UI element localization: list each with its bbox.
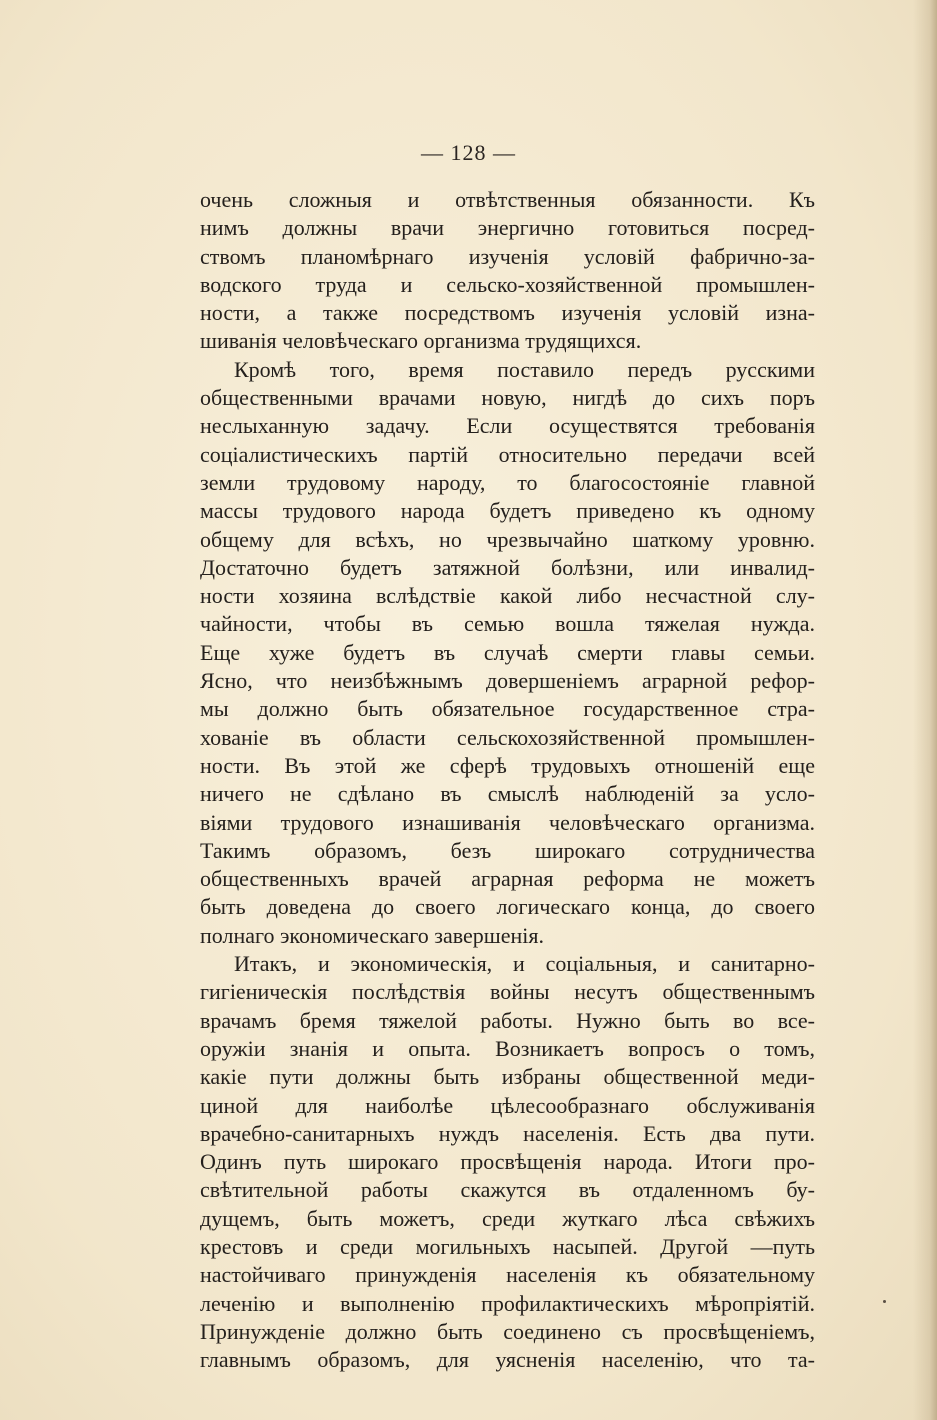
text-line: мы должно быть обязательное государственное стра-	[200, 696, 815, 722]
text-line: шиванія человѣческаго организма трудящихся.	[200, 328, 642, 354]
text-line: нимъ должны врачи энергично готовиться посред-	[200, 215, 815, 241]
text-line: земли трудовому народу, то благосостояніе главной	[200, 469, 815, 495]
text-line: какіе пути должны быть избраны общественной меди-	[200, 1064, 815, 1090]
text-line: очень сложныя и отвѣтственныя обязанности. Къ	[200, 187, 815, 212]
page-number: — 128 —	[421, 140, 516, 165]
text-line: врачамъ бремя тяжелой работы. Нужно быть во все-	[200, 1007, 815, 1033]
text-line: ности, а также посредствомъ изученія условій изна-	[200, 300, 815, 326]
text-line: быть доведена до своего логическаго конца, до своего	[200, 894, 815, 920]
text-line: врачебно-санитарныхъ нуждъ населенія. Есть два пути.	[200, 1120, 815, 1146]
text-line: главнымъ образомъ, для уясненія населенію, что та-	[200, 1347, 815, 1373]
text-line: общественными врачами новую, нигдѣ до сихъ поръ	[200, 385, 815, 411]
text-line: Принужденіе должно быть соединено съ просвѣщеніемъ,	[200, 1318, 815, 1344]
text-line: свѣтительной работы скажутся въ отдаленномъ бу-	[200, 1177, 815, 1203]
text-line: гигіеническія послѣдствія войны несутъ общественнымъ	[200, 979, 815, 1005]
text-line: водского труда и сельско-хозяйственной промышлен-	[200, 271, 815, 297]
text-line: Такимъ образомъ, безъ широкаго сотрудничества	[200, 837, 815, 863]
text-line: неслыханную задачу. Если осуществятся требованія	[200, 413, 815, 439]
text-line: чайности, чтобы въ семью вошла тяжелая нужда.	[200, 611, 815, 637]
text-line: ничего не сдѣлано въ смыслѣ наблюденій за усло-	[200, 781, 815, 807]
text-line: Кромѣ того, время поставило передъ русскими	[234, 356, 815, 382]
text-line: циной для наиболѣе цѣлесообразнаго обслуживанія	[200, 1092, 815, 1118]
text-line: соціалистическихъ партій относительно передачи всей	[200, 441, 815, 467]
text-line: леченію и выполненію профилактическихъ мѣропріятій.	[200, 1290, 815, 1316]
text-line: Итакъ, и экономическія, и соціальныя, и санитарно-	[234, 951, 815, 977]
ink-speck	[883, 1300, 886, 1303]
text-line: полнаго экономическаго завершенія.	[200, 922, 544, 948]
text-line: настойчиваго принужденія населенія къ обязательному	[200, 1262, 815, 1288]
text-line: крестовъ и среди могильныхъ насыпей. Другой —путь	[200, 1233, 815, 1259]
text-line: Ясно, что неизбѣжнымъ довершеніемъ аграрной рефор-	[200, 668, 815, 694]
text-line: общему для всѣхъ, но чрезвычайно шаткому уровню.	[200, 526, 815, 552]
text-line: ности. Въ этой же сферѣ трудовыхъ отношеній еще	[200, 752, 815, 778]
text-line: массы трудового народа будетъ приведено къ одному	[200, 498, 815, 524]
text-line: Еще хуже будетъ въ случаѣ смерти главы семьи.	[200, 639, 815, 665]
text-line: ности хозяина вслѣдствіе какой либо несчастной слу-	[200, 583, 815, 609]
page-edge-shadow	[913, 0, 937, 1420]
text-line: дущемъ, быть можетъ, среди жуткаго лѣса свѣжихъ	[200, 1205, 815, 1231]
body-text	[200, 186, 815, 1374]
text-line: общественныхъ врачей аграрная реформа не можетъ	[200, 866, 815, 892]
text-line: Достаточно будетъ затяжной болѣзни, или инвалид-	[200, 554, 815, 580]
text-line: віями трудового изнашиванія человѣческаго организма.	[200, 809, 815, 835]
text-line: Одинъ путь широкаго просвѣщенія народа. Итоги про-	[200, 1149, 815, 1175]
text-line: хованіе въ области сельскохозяйственной промышлен-	[200, 724, 815, 750]
text-line: оружіи знанія и опыта. Возникаетъ вопросъ о томъ,	[200, 1035, 815, 1061]
text-line: ствомъ планомѣрнаго изученія условій фабрично-за-	[200, 243, 815, 269]
